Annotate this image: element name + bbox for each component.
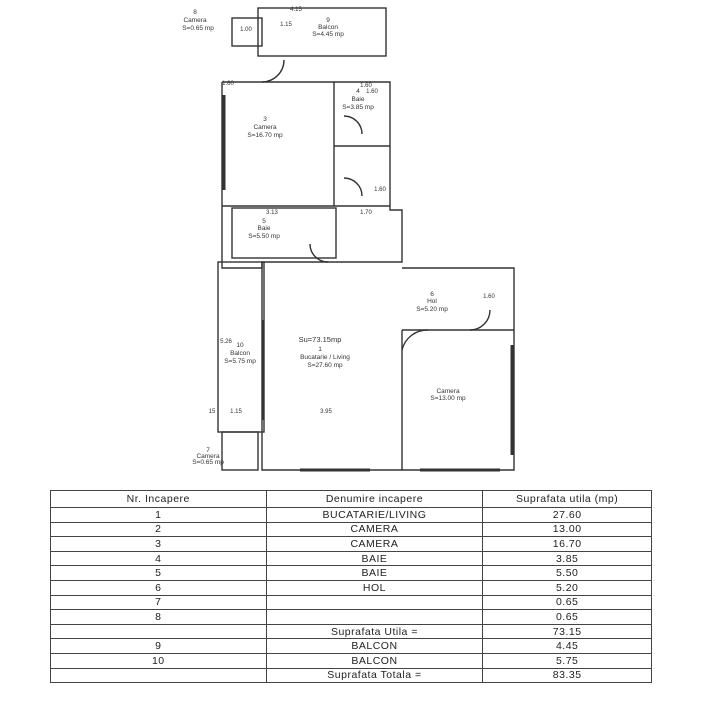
cell-nr: 7 (51, 595, 267, 610)
table-row (51, 537, 652, 552)
cell-area: 3.85 (483, 551, 652, 566)
cell-nr: 8 (51, 610, 267, 625)
cell-name: BAIE (266, 551, 483, 566)
cell-nr (51, 624, 267, 639)
room-name: Balcon (318, 24, 338, 31)
cell-area: 16.70 (483, 537, 652, 552)
room-name: Camera (196, 453, 220, 460)
room-name: Camera (253, 124, 277, 131)
lower-block-wall (262, 262, 514, 470)
table-row (51, 551, 652, 566)
dimension-label: 1.60 (360, 83, 372, 89)
dimension-label: 1.60 (366, 89, 378, 95)
table-row (51, 653, 652, 668)
cell-nr (51, 668, 267, 683)
dimension-label: 1.70 (360, 210, 372, 216)
cell-area: 0.65 (483, 610, 652, 625)
table-row (51, 580, 652, 595)
cell-name: BAIE (266, 566, 483, 581)
cell-area: 4.45 (483, 639, 652, 654)
room-area: S=27.60 mp (307, 362, 343, 369)
cell-area: 83.35 (483, 668, 652, 683)
dimension-label: 1.00 (240, 27, 252, 33)
room-name: Baie (351, 96, 365, 103)
room-name: Camera (436, 388, 460, 395)
cell-nr: 2 (51, 522, 267, 537)
table-row (51, 610, 652, 625)
room-area: S=5.50 mp (248, 233, 280, 240)
cell-area: 27.60 (483, 508, 652, 523)
door-arc-6 (470, 310, 490, 330)
upper-block-wall (222, 82, 402, 268)
cell-name: BALCON (266, 653, 483, 668)
room-num: 6 (430, 291, 434, 298)
room-num: 1 (318, 346, 322, 353)
cell-name: Suprafata Totala = (266, 668, 483, 683)
cell-area: 5.50 (483, 566, 652, 581)
door-arc-5 (402, 330, 428, 350)
cell-name: CAMERA (266, 537, 483, 552)
cell-nr: 1 (51, 508, 267, 523)
room-name: Hol (427, 298, 437, 305)
cell-area: 0.65 (483, 595, 652, 610)
room-area: S=5.75 mp (224, 358, 256, 365)
dimension-label: 5.26 (220, 339, 232, 345)
room-area: S=16.70 mp (247, 132, 283, 139)
cell-nr: 9 (51, 639, 267, 654)
cell-nr: 5 (51, 566, 267, 581)
table-row (51, 566, 652, 581)
dimension-label: 1.60 (483, 294, 495, 300)
room-name: Baie (257, 225, 271, 232)
dimension-label: 3.13 (266, 210, 278, 216)
cell-nr: 4 (51, 551, 267, 566)
room-num: 7 (206, 447, 210, 454)
room-area: S=3.85 mp (342, 104, 374, 111)
area-table (50, 490, 652, 683)
room-num: 8 (193, 9, 197, 16)
table-row (51, 639, 652, 654)
dimension-label: 1.60 (374, 187, 386, 193)
room-area: S=0.65 mp (192, 459, 224, 466)
cell-area: 73.15 (483, 624, 652, 639)
room-name: Bucatarie / Living (300, 354, 350, 361)
room-num: 5 (262, 218, 266, 225)
cell-nr: 3 (51, 537, 267, 552)
room-num: 4 (356, 88, 360, 95)
table-row (51, 624, 652, 639)
cell-name: HOL (266, 580, 483, 595)
cell-nr: 6 (51, 580, 267, 595)
room-num: 10 (236, 342, 244, 349)
cell-name: CAMERA (266, 522, 483, 537)
door-arc-1 (262, 60, 284, 82)
dimension-label: 1.15 (230, 409, 242, 415)
door-arc-4 (310, 244, 328, 262)
room-area: S=13.00 mp (430, 395, 466, 402)
cell-name: Suprafata Utila = (266, 624, 483, 639)
column-header: Denumire incapere (266, 491, 483, 508)
room-name: Balcon (230, 350, 250, 357)
dimension-label: 3.95 (320, 409, 332, 415)
dimension-label: 15 (208, 409, 216, 415)
column-header: Suprafata utila (mp) (483, 491, 652, 508)
cell-nr: 10 (51, 653, 267, 668)
total-area-label: Su=73.15mp (298, 335, 342, 344)
cell-name: BUCATARIE/LIVING (266, 508, 483, 523)
table-row (51, 668, 652, 683)
door-arc-3 (344, 178, 362, 196)
table-header-row (51, 491, 652, 508)
room-num: 9 (326, 17, 330, 24)
room-area: S=5.20 mp (416, 306, 448, 313)
camera-mini-bottom-outline (222, 432, 258, 470)
cell-name (266, 595, 483, 610)
table-row (51, 522, 652, 537)
door-arc-2 (344, 116, 362, 134)
room-num: 3 (263, 116, 267, 123)
dimension-label: 4.15 (290, 7, 302, 13)
table-row (51, 508, 652, 523)
room-area: S=4.45 mp (312, 31, 344, 38)
dimension-label: 1.60 (222, 81, 234, 87)
column-header: Nr. Incapere (51, 491, 267, 508)
room-area: S=0.65 mp (182, 25, 214, 32)
table-row (51, 595, 652, 610)
cell-name (266, 610, 483, 625)
dimension-label: 1.15 (280, 22, 292, 28)
cell-name: BALCON (266, 639, 483, 654)
room-name: Camera (183, 17, 207, 24)
cell-area: 5.20 (483, 580, 652, 595)
cell-area: 5.75 (483, 653, 652, 668)
cell-area: 13.00 (483, 522, 652, 537)
